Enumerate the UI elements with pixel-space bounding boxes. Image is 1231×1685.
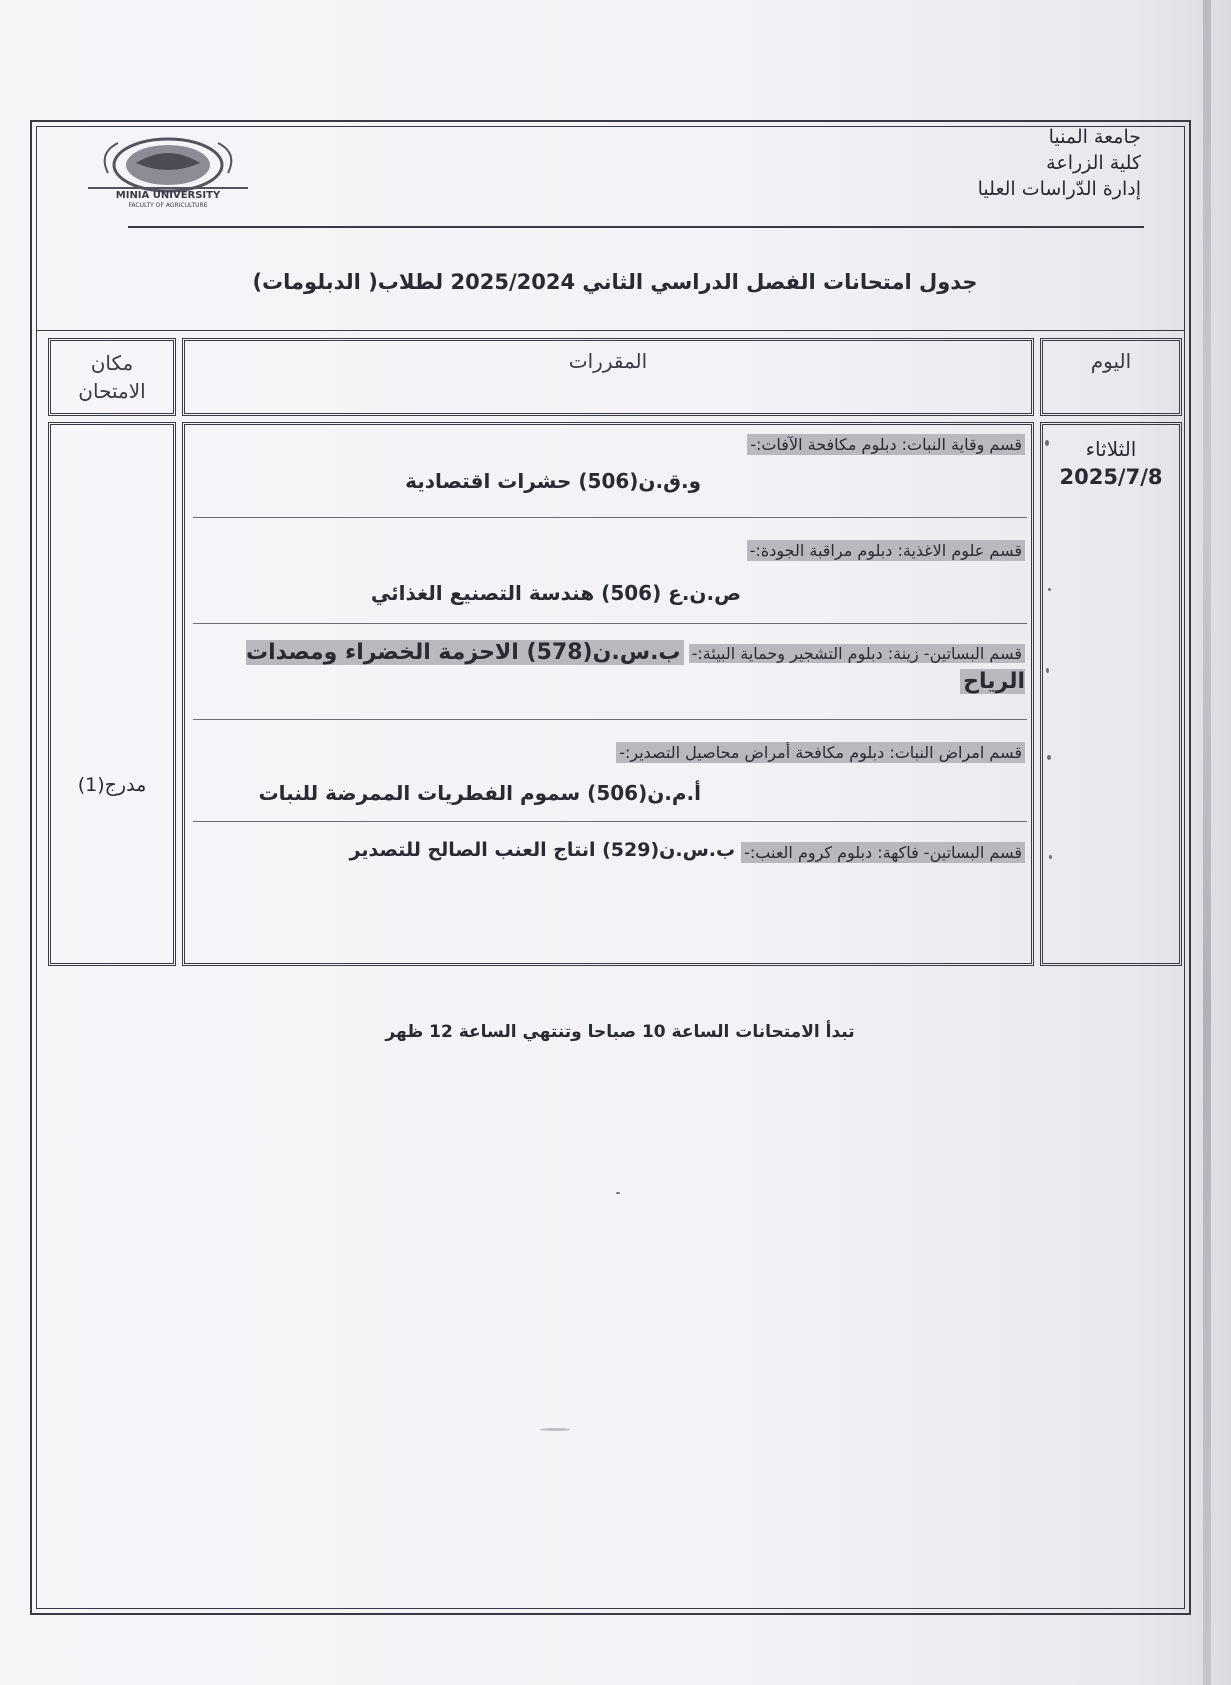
row-separator	[193, 517, 1027, 518]
header-divider	[128, 226, 1144, 228]
scan-speck	[1046, 668, 1049, 673]
row-4-department: قسم امراض النبات: دبلوم مكافحة أمراض محاصيل التصدير:-	[616, 743, 1025, 762]
minia-university-logo	[88, 133, 258, 213]
exam-schedule-table	[44, 336, 1182, 966]
row-3-entry	[205, 639, 1025, 697]
row-4-course: أ.م.ن(506) سموم الفطريات الممرضة للنبات	[258, 781, 701, 805]
row-3-department: قسم البساتين- زينة: دبلوم التشجير وحماية البيئة:-	[689, 644, 1025, 663]
scan-speck	[1047, 755, 1051, 760]
day-date: 2025/7/8	[1059, 465, 1163, 489]
row-2-department: قسم علوم الاغذية: دبلوم مراقبة الجودة:-	[747, 541, 1025, 560]
place-header-line1: مكان	[90, 351, 134, 375]
exam-time-note: تبدأ الامتحانات الساعة 10 صباحا وتنتهي الساعة 12 ظهر	[385, 1022, 855, 1042]
day-header: اليوم	[1090, 349, 1132, 373]
scan-speck	[1045, 440, 1049, 446]
courses-cell	[182, 422, 1034, 966]
courses-header: المقررات	[568, 349, 648, 373]
header-cell-place	[48, 338, 176, 416]
row-1-course: و.ق.ن(506) حشرات اقتصادية	[405, 469, 701, 493]
row-5-department: قسم البساتين- فاكهة: دبلوم كروم العنب:-	[741, 843, 1025, 862]
row-5-course: ب.س.ن(529) انتاج العنب الصالح للتصدير	[349, 839, 736, 861]
logo-subtext: FACULTY OF AGRICULTURE	[128, 202, 208, 209]
title-divider	[36, 330, 1185, 331]
header-cell-day	[1040, 338, 1182, 416]
scan-speck	[1048, 588, 1051, 591]
row-3-course: ب.س.ن(578) الاحزمة الخضراء ومصدات الرياح	[245, 640, 1025, 694]
venue-cell	[48, 422, 176, 966]
scan-speck	[540, 1428, 570, 1431]
page-title: جدول امتحانات الفصل الدراسي الثاني 2025/2024 لطلاب( الدبلومات)	[252, 270, 978, 294]
faculty-name: كلية الزراعة	[1046, 152, 1141, 174]
place-header-line2: الامتحان	[78, 379, 146, 403]
institution-header	[841, 124, 1141, 202]
scan-speck	[1049, 855, 1052, 859]
row-2-course: ص.ن.ع (506) هندسة التصنيع الغذائي	[370, 581, 741, 605]
day-cell	[1040, 422, 1182, 966]
scan-edge	[1203, 0, 1211, 1685]
row-1-department: قسم وقاية النبات: دبلوم مكافحة الآفات:-	[747, 435, 1025, 454]
row-separator	[193, 821, 1027, 822]
venue-text: مدرج(1)	[77, 774, 147, 796]
header-cell-courses	[182, 338, 1034, 416]
scan-speck	[616, 1192, 620, 1194]
university-name: جامعة المنيا	[1048, 126, 1141, 148]
department-name: إدارة الدّراسات العليا	[977, 178, 1141, 200]
row-separator	[193, 623, 1027, 624]
logo-text: MINIA UNIVERSITY	[115, 190, 221, 201]
row-separator	[193, 719, 1027, 720]
day-name: الثلاثاء	[1085, 437, 1137, 461]
